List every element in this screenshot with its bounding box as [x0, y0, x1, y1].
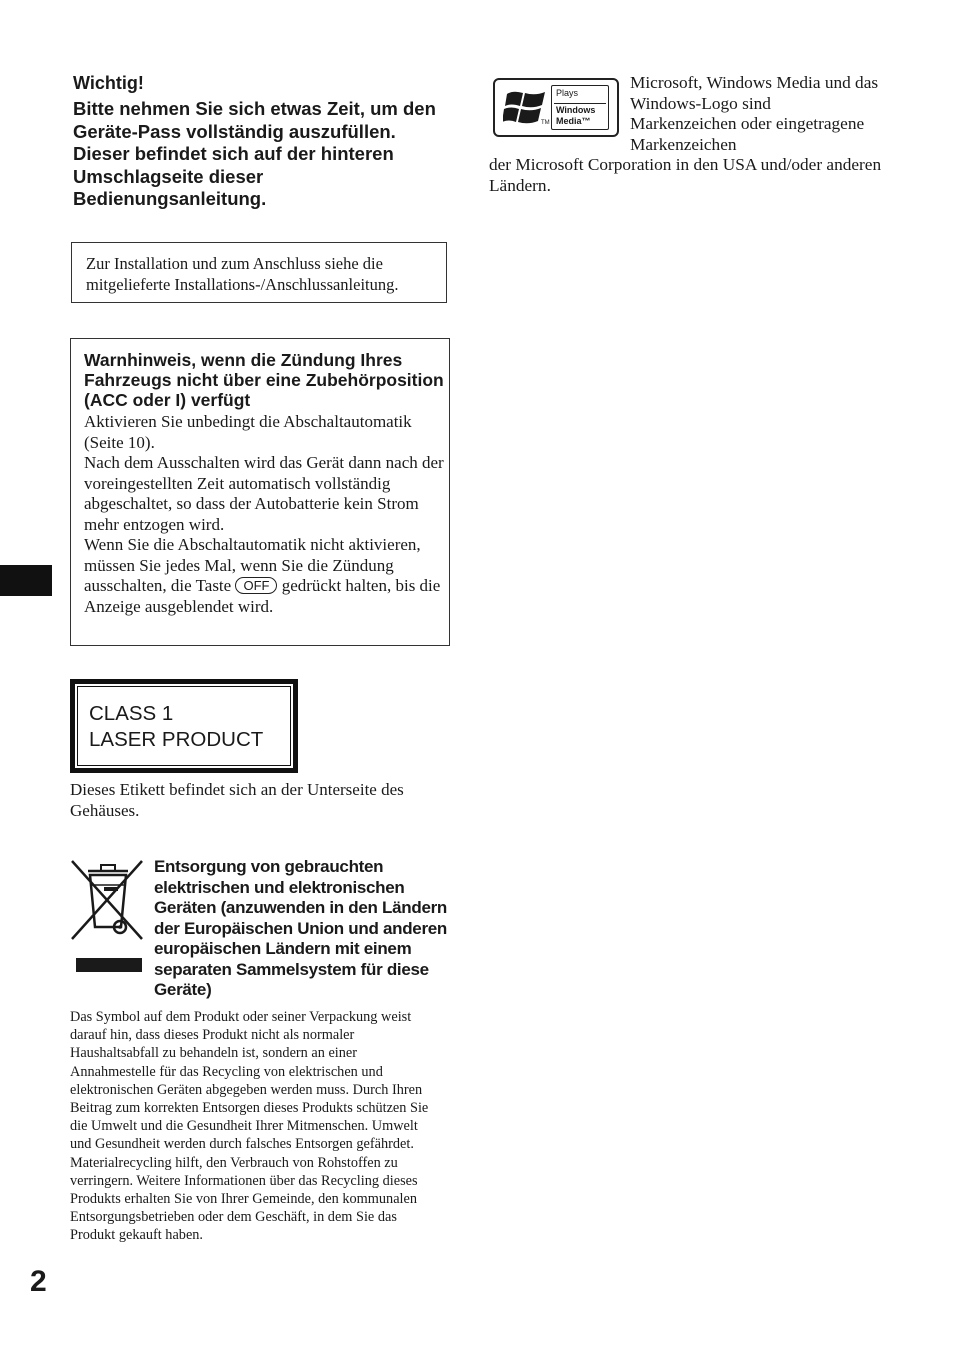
laser-label-line-2: LASER PRODUCT [89, 728, 264, 751]
disposal-title: Entsorgung von gebrauchten elektrischen und elektronischen Geräten (anzuwenden in den Ländern der Europäischen Union und anderen europäischen Ländern mit einem separaten Sammelsystem für diese Geräte) [154, 857, 448, 999]
warning-paragraph-3-start: Wenn Sie die Abschaltautomatik nicht aktivieren, müssen Sie jedes Mal, wenn Sie die Zündung ausschalten, die Taste [84, 535, 421, 595]
laser-class-label [70, 679, 298, 773]
warning-paragraph-3 [84, 535, 446, 617]
disposal-text: Das Symbol auf dem Produkt oder seiner Verpackung weist darauf hin, dass dieses Produkt nicht als normaler Haushaltsabfall zu behandeln ist, sondern an einer Annahmestelle für das Recycling von elektrischen und elektronischen Geräten abgegeben werden muss. Durch Ihren Beitrag zum korrekten Entsorgen dieses Produkts schützen Sie die Umwelt und die Gesundheit Ihrer Mitmenschen. Umwelt und Gesundheit werden durch falsches Entsorgen gefährdet. Materialrecycling hilft, den Verbrauch von Rohstoffen zu verringern. Weitere Informationen über das Recycling dieses Produkts erhalten Sie von Ihrer Gemeinde, den kommunalen Entsorgungsbetrieben oder dem Geschäft, in dem Sie das Produkt gekauft haben. [70, 1009, 429, 1244]
laser-label-inner-border [77, 686, 291, 766]
wm-media-text: Media™ [556, 116, 591, 126]
wm-plays-text: Plays [556, 88, 579, 98]
page-number: 2 [30, 1265, 47, 1298]
crossed-out-wheeled-bin-icon [68, 857, 146, 977]
warning-paragraph-1: Aktivieren Sie unbedingt die Abschaltautomatik (Seite 10). [84, 412, 412, 452]
trademark-text-bottom: der Microsoft Corporation in den USA und/oder anderen Ländern. [489, 155, 882, 195]
wm-windows-text: Windows [556, 105, 596, 115]
installation-note-text: Zur Installation und zum Anschluss siehe die mitgelieferte Installations-/Anschlussanleitung. [86, 254, 399, 294]
plays-windows-media-logo-icon [493, 78, 619, 137]
section-side-tab [0, 565, 52, 596]
plays-windows-media-panel [551, 85, 609, 130]
off-key-label: OFF [235, 577, 277, 594]
warning-body [84, 412, 446, 617]
laser-label-caption: Dieses Etikett befindet sich an der Unterseite des Gehäuses. [70, 780, 404, 820]
wm-divider [554, 103, 606, 104]
important-text: Bitte nehmen Sie sich etwas Zeit, um den Geräte-Pass vollständig auszufüllen. Dieser befindet sich auf der hinteren Umschlagseite dieser Bedienungsanleitung. [73, 98, 436, 210]
installation-note-box [71, 242, 447, 303]
laser-label-line-1: CLASS 1 [89, 702, 174, 725]
wm-tm-mark: TM [541, 120, 550, 126]
ignition-warning-box [70, 338, 450, 646]
important-heading: Wichtig! [73, 73, 144, 93]
warning-title: Warnhinweis, wenn die Zündung Ihres Fahrzeugs nicht über eine Zubehörposition (ACC oder I) verfügt [84, 350, 444, 410]
warning-paragraph-2: Nach dem Ausschalten wird das Gerät dann nach der voreingestellten Zeit automatisch vollständig abgeschaltet, so dass der Autobatterie kein Strom mehr entzogen wird. [84, 453, 444, 534]
trademark-text-top: Microsoft, Windows Media und das Windows-Logo sind Markenzeichen oder eingetragene Markenzeichen [630, 73, 879, 154]
warning-paragraph-3-end: gedrückt halten, bis die Anzeige ausgeblendet wird. [84, 576, 441, 616]
